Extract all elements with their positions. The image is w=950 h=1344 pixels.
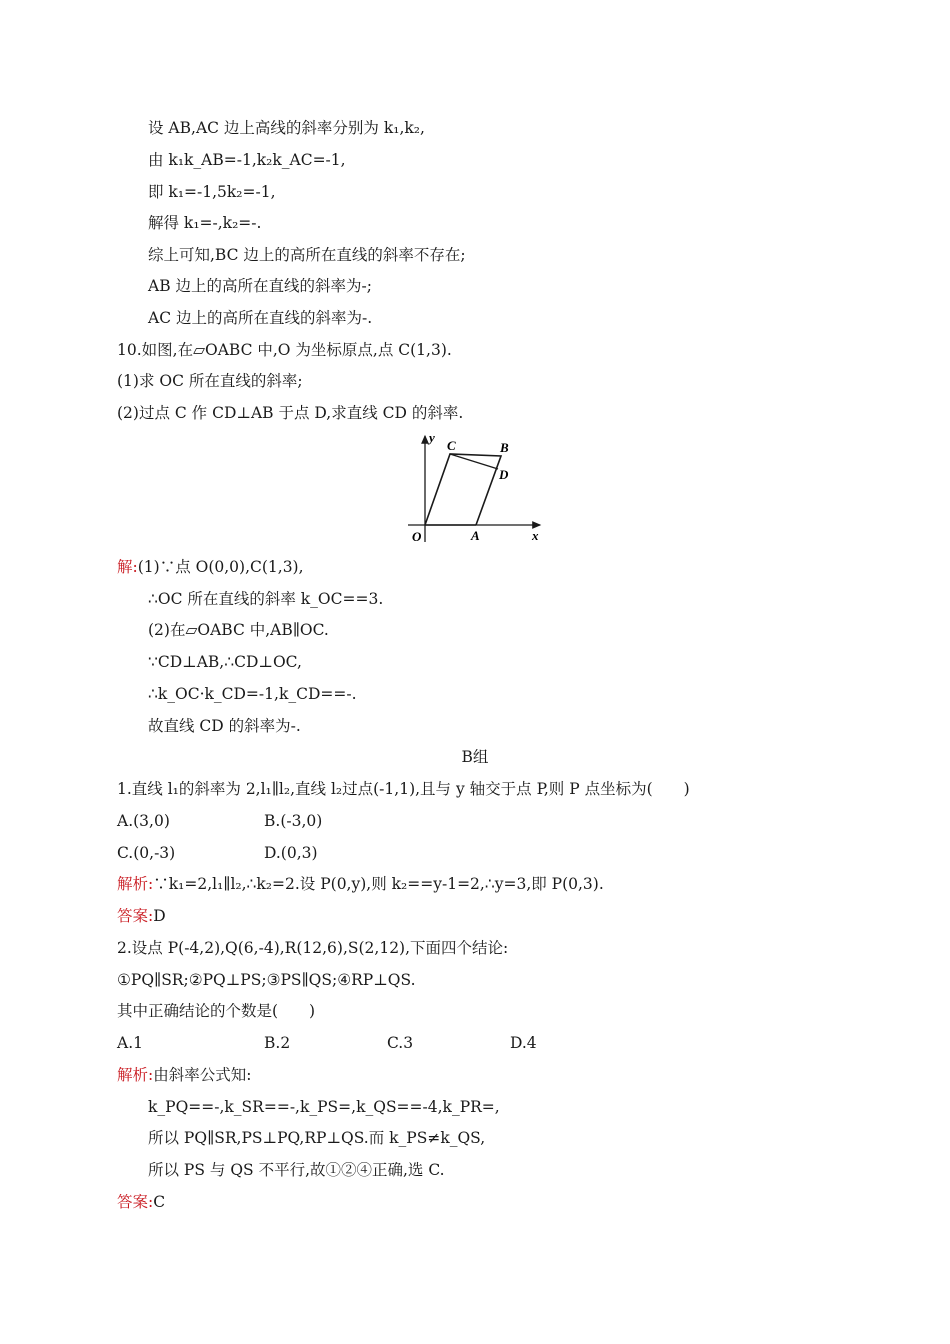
solution-line: 故直线 CD 的斜率为-. bbox=[148, 717, 301, 735]
answer-value: D bbox=[153, 907, 166, 925]
solution-line: 由 k₁k_AB=-1,k₂k_AC=-1, bbox=[148, 151, 346, 169]
answer-label: 答案: bbox=[117, 1193, 154, 1211]
b2-option-b: B.2 bbox=[264, 1034, 291, 1052]
label-a: A bbox=[471, 528, 480, 543]
answer-label: 答案: bbox=[117, 907, 154, 925]
solution-line: 解得 k₁=-,k₂=-. bbox=[148, 214, 262, 232]
label-x: x bbox=[532, 528, 539, 543]
b2-option-a: A.1 bbox=[117, 1034, 143, 1052]
b1-option-b: B.(-3,0) bbox=[264, 812, 323, 830]
solution-line: AB 边上的高所在直线的斜率为-; bbox=[148, 277, 372, 295]
q10-solution-first bbox=[117, 557, 304, 577]
answer-value: C bbox=[153, 1193, 166, 1211]
label-b: B bbox=[500, 440, 509, 455]
question-10-part2: (2)过点 C 作 CD⊥AB 于点 D,求直线 CD 的斜率. bbox=[117, 404, 464, 422]
label-d: D bbox=[499, 467, 509, 482]
question-10-stem: 10.如图,在▱OABC 中,O 为坐标原点,点 C(1,3). bbox=[117, 341, 452, 359]
b1-answer bbox=[117, 906, 166, 926]
b2-stem: 2.设点 P(-4,2),Q(6,-4),R(12,6),S(2,12),下面四个结论: bbox=[117, 939, 509, 957]
solution-line: ∴k_OC·k_CD=-1,k_CD==-. bbox=[148, 685, 357, 703]
analysis-line: k_PQ==-,k_SR==-,k_PS=,k_QS==-4,k_PR=, bbox=[148, 1098, 500, 1116]
analysis-text: ∵k₁=2,l₁∥l₂,∴k₂=2.设 P(0,y),则 k₂==y-1=2,∴y=3,即 P(0,3). bbox=[153, 875, 604, 893]
group-b-heading: B组 bbox=[461, 748, 489, 766]
question-10-part1: (1)求 OC 所在直线的斜率; bbox=[117, 372, 303, 390]
analysis-text: 由斜率公式知: bbox=[153, 1066, 252, 1084]
solution-line: ∵CD⊥AB,∴CD⊥OC, bbox=[148, 653, 302, 671]
parallelogram-figure bbox=[400, 428, 550, 550]
analysis-line: 所以 PS 与 QS 不平行,故①②④正确,选 C. bbox=[148, 1161, 445, 1179]
analysis-line: 所以 PQ∥SR,PS⊥PQ,RP⊥QS.而 k_PS≠k_QS, bbox=[148, 1129, 486, 1147]
b2-question: 其中正确结论的个数是( ) bbox=[117, 1002, 316, 1020]
b1-option-d: D.(0,3) bbox=[264, 844, 318, 862]
b1-option-a: A.(3,0) bbox=[117, 812, 170, 830]
b1-option-c: C.(0,-3) bbox=[117, 844, 176, 862]
solution-label: 解: bbox=[117, 558, 138, 576]
b2-conclusions: ①PQ∥SR;②PQ⊥PS;③PS∥QS;④RP⊥QS. bbox=[117, 971, 416, 989]
b2-answer bbox=[117, 1192, 165, 1212]
solution-line: 综上可知,BC 边上的高所在直线的斜率不存在; bbox=[148, 246, 466, 264]
label-c: C bbox=[447, 438, 456, 453]
solution-text: (1)∵点 O(0,0),C(1,3), bbox=[137, 558, 304, 576]
b2-analysis bbox=[117, 1065, 251, 1085]
solution-line: AC 边上的高所在直线的斜率为-. bbox=[148, 309, 373, 327]
parallelogram-oabc bbox=[425, 454, 501, 525]
b2-option-c: C.3 bbox=[387, 1034, 414, 1052]
label-y: y bbox=[429, 430, 435, 445]
solution-line: 设 AB,AC 边上高线的斜率分别为 k₁,k₂, bbox=[148, 119, 425, 137]
solution-line: 即 k₁=-1,5k₂=-1, bbox=[148, 183, 276, 201]
solution-line: ∴OC 所在直线的斜率 k_OC==3. bbox=[148, 590, 384, 608]
b1-analysis bbox=[117, 874, 604, 894]
b2-option-d: D.4 bbox=[510, 1034, 537, 1052]
analysis-label: 解析: bbox=[117, 875, 154, 893]
solution-line: (2)在▱OABC 中,AB∥OC. bbox=[148, 621, 329, 639]
b1-stem: 1.直线 l₁的斜率为 2,l₁∥l₂,直线 l₂过点(-1,1),且与 y 轴交于点 P,则 P 点坐标为( ) bbox=[117, 780, 690, 798]
label-o: O bbox=[412, 529, 422, 544]
analysis-label: 解析: bbox=[117, 1066, 154, 1084]
